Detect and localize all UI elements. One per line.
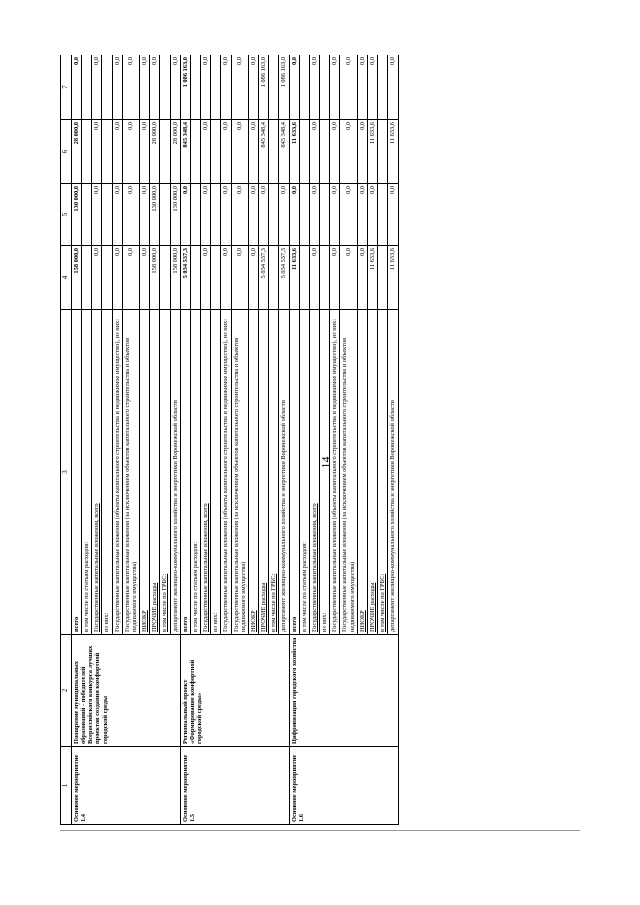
value-cell <box>299 120 309 184</box>
value-cell: 0,0 <box>330 55 340 120</box>
value-cell <box>82 120 92 184</box>
value-cell: 0,0 <box>112 246 122 310</box>
value-cell: 0,0 <box>309 55 319 120</box>
value-cell: 0,0 <box>340 246 357 310</box>
expense-label-cell: Государственные капитальные вложения (объекты капитального строительства и недвижимое имущество), из них: <box>221 310 231 635</box>
value-cell: 0,0 <box>248 55 258 120</box>
value-cell: 0,0 <box>289 55 299 120</box>
value-cell <box>269 120 279 184</box>
value-cell: 0,0 <box>221 246 231 310</box>
value-cell: 0,0 <box>231 55 248 120</box>
value-cell: 1 086 163,0 <box>279 55 289 120</box>
expense-label-cell: департамент жилищно-коммунального хозяйства и энергетики Воронежской области <box>279 310 289 635</box>
value-cell: 0,0 <box>122 246 139 310</box>
value-cell: 0,0 <box>201 120 211 184</box>
measure-number-cell: Основное мероприятие 1.6 <box>289 747 398 825</box>
value-cell: 28 000,0 <box>71 120 81 184</box>
value-cell <box>269 246 279 310</box>
value-cell: 0,0 <box>92 184 102 246</box>
budget-table <box>60 55 399 825</box>
value-cell <box>211 246 221 310</box>
column-header: 7 <box>61 55 72 120</box>
value-cell: 0,0 <box>92 246 102 310</box>
value-cell <box>190 55 200 120</box>
value-cell: 158 000,0 <box>150 246 160 310</box>
value-cell: 0,0 <box>201 246 211 310</box>
value-cell: 11 633,6 <box>289 120 299 184</box>
value-cell: 0,0 <box>170 55 180 120</box>
expense-label-cell: Государственные капитальные вложения (за исключением объектов капитального строительства и объектов недвижимого имущества) <box>231 310 248 635</box>
expense-label-cell: в том числе по статьям расходов: <box>190 310 200 635</box>
value-cell <box>160 55 170 120</box>
value-cell: 0,0 <box>201 55 211 120</box>
expense-label-cell: ПРОЧИЕ расходы <box>150 310 160 635</box>
value-cell: 0,0 <box>221 184 231 246</box>
column-header: 6 <box>61 120 72 184</box>
value-cell: 0,0 <box>340 55 357 120</box>
value-cell: 845 348,4 <box>279 120 289 184</box>
value-cell: 0,0 <box>140 120 150 184</box>
value-cell: 11 633,6 <box>388 246 398 310</box>
value-cell: 11 633,6 <box>367 246 377 310</box>
value-cell: 0,0 <box>112 184 122 246</box>
table-row <box>289 55 299 825</box>
value-cell <box>378 246 388 310</box>
expense-label-cell: в том числе по статьям расходов: <box>299 310 309 635</box>
expense-label-cell: НИОКР <box>140 310 150 635</box>
value-cell: 845 348,4 <box>180 120 190 184</box>
value-cell: 0,0 <box>231 246 248 310</box>
value-cell: 11 633,6 <box>388 120 398 184</box>
expense-label-cell: Государственные капитальные вложения, всего <box>92 310 102 635</box>
value-cell: 158 000,0 <box>71 246 81 310</box>
document-table-region <box>60 55 530 825</box>
value-cell: 0,0 <box>201 184 211 246</box>
column-header: 1 <box>61 747 72 825</box>
value-cell: 0,0 <box>140 246 150 310</box>
value-cell: 0,0 <box>309 246 319 310</box>
column-header: 4 <box>61 246 72 310</box>
value-cell: 130 000,0 <box>170 184 180 246</box>
value-cell: 0,0 <box>340 120 357 184</box>
column-header: 2 <box>61 635 72 747</box>
value-cell <box>190 184 200 246</box>
value-cell: 0,0 <box>330 120 340 184</box>
value-cell: 845 348,4 <box>259 120 269 184</box>
expense-label-cell: Государственные капитальные вложения (за исключением объектов капитального строительства и объектов недвижимого имущества) <box>122 310 139 635</box>
expense-label-cell: всего <box>71 310 81 635</box>
value-cell: 1 086 163,0 <box>180 55 190 120</box>
value-cell: 0,0 <box>150 55 160 120</box>
value-cell <box>269 184 279 246</box>
expense-label-cell: всего <box>289 310 299 635</box>
measure-name-cell: Региональный проект «Формирование комфортной городской среды» <box>180 635 289 747</box>
value-cell: 0,0 <box>180 184 190 246</box>
value-cell: 0,0 <box>231 184 248 246</box>
value-cell: 0,0 <box>221 55 231 120</box>
expense-label-cell: НИОКР <box>248 310 258 635</box>
value-cell: 0,0 <box>309 120 319 184</box>
value-cell: 0,0 <box>367 184 377 246</box>
expense-label-cell: всего <box>180 310 190 635</box>
expense-label-cell: Государственные капитальные вложения (объекты капитального строительства и недвижимое имущество), из них: <box>112 310 122 635</box>
value-cell: 0,0 <box>140 55 150 120</box>
value-cell <box>378 184 388 246</box>
value-cell <box>320 120 330 184</box>
expense-label-cell: Государственные капитальные вложения, всего <box>309 310 319 635</box>
value-cell: 0,0 <box>330 184 340 246</box>
value-cell: 0,0 <box>122 55 139 120</box>
value-cell <box>269 55 279 120</box>
column-header: 5 <box>61 184 72 246</box>
value-cell: 0,0 <box>279 184 289 246</box>
value-cell <box>82 55 92 120</box>
expense-label-cell: ПРОЧИЕ расходы <box>259 310 269 635</box>
value-cell: 0,0 <box>71 55 81 120</box>
table-row <box>180 55 190 825</box>
value-cell <box>211 120 221 184</box>
expense-label-cell: в том числе по ГРБС: <box>378 310 388 635</box>
value-cell: 28 000,0 <box>170 120 180 184</box>
page-number: 14 <box>318 456 333 469</box>
value-cell: 0,0 <box>248 246 258 310</box>
value-cell: 0,0 <box>92 55 102 120</box>
value-cell <box>160 184 170 246</box>
value-cell: 0,0 <box>259 184 269 246</box>
value-cell: 5 034 537,3 <box>180 246 190 310</box>
value-cell: 0,0 <box>357 55 367 120</box>
value-cell: 0,0 <box>388 55 398 120</box>
expense-label-cell: Государственные капитальные вложения, всего <box>201 310 211 635</box>
value-cell: 0,0 <box>357 246 367 310</box>
value-cell: 0,0 <box>140 184 150 246</box>
value-cell <box>211 55 221 120</box>
table-row <box>71 55 81 825</box>
value-cell: 0,0 <box>92 120 102 184</box>
expense-label-cell: департамент жилищно-коммунального хозяйства и энергетики Воронежской области <box>388 310 398 635</box>
value-cell: 0,0 <box>388 184 398 246</box>
expense-label-cell: в том числе по ГРБС: <box>160 310 170 635</box>
value-cell <box>299 184 309 246</box>
value-cell <box>82 184 92 246</box>
value-cell: 0,0 <box>340 184 357 246</box>
value-cell <box>190 246 200 310</box>
measure-number-cell: Основное мероприятие 1.4 <box>71 747 180 825</box>
value-cell: 0,0 <box>112 120 122 184</box>
value-cell: 0,0 <box>231 120 248 184</box>
measure-number-cell: Основное мероприятие 1.5 <box>180 747 289 825</box>
expense-label-cell: ПРОЧИЕ расходы <box>367 310 377 635</box>
value-cell <box>320 55 330 120</box>
measure-name-cell: Цифровизация городского хозяйства <box>289 635 398 747</box>
expense-label-cell: департамент жилищно-коммунального хозяйства и энергетики Воронежской области <box>170 310 180 635</box>
value-cell <box>320 246 330 310</box>
value-cell: 0,0 <box>367 55 377 120</box>
value-cell: 0,0 <box>289 184 299 246</box>
footer-divider <box>60 830 580 831</box>
value-cell <box>160 246 170 310</box>
value-cell <box>378 120 388 184</box>
value-cell: 0,0 <box>248 120 258 184</box>
expense-label-cell: в том числе по ГРБС: <box>269 310 279 635</box>
value-cell <box>102 184 112 246</box>
value-cell: 0,0 <box>112 55 122 120</box>
value-cell: 0,0 <box>309 184 319 246</box>
value-cell: 0,0 <box>221 120 231 184</box>
rotated-page <box>60 55 530 825</box>
value-cell <box>378 55 388 120</box>
value-cell: 0,0 <box>122 184 139 246</box>
value-cell: 11 633,6 <box>289 246 299 310</box>
value-cell: 130 000,0 <box>150 184 160 246</box>
budget-table-body <box>61 55 399 825</box>
value-cell: 0,0 <box>357 120 367 184</box>
value-cell: 5 034 537,3 <box>259 246 269 310</box>
measure-name-cell: Поощрение муниципальных образований - победителей Всероссийского конкурса лучших проектов создания комфортной городской среды <box>71 635 180 747</box>
column-header: 3 <box>61 310 72 635</box>
expense-label-cell: НИОКР <box>357 310 367 635</box>
value-cell <box>211 184 221 246</box>
value-cell <box>82 246 92 310</box>
value-cell: 0,0 <box>357 184 367 246</box>
value-cell: 11 633,6 <box>367 120 377 184</box>
expense-label-cell: из них: <box>102 310 112 635</box>
value-cell <box>102 120 112 184</box>
value-cell: 5 034 537,3 <box>279 246 289 310</box>
expense-label-cell: из них: <box>211 310 221 635</box>
value-cell <box>102 246 112 310</box>
value-cell: 0,0 <box>122 120 139 184</box>
value-cell: 28 000,0 <box>150 120 160 184</box>
value-cell: 130 000,0 <box>71 184 81 246</box>
value-cell: 0,0 <box>248 184 258 246</box>
value-cell <box>190 120 200 184</box>
value-cell: 1 086 163,0 <box>259 55 269 120</box>
value-cell: 0,0 <box>330 246 340 310</box>
value-cell <box>160 120 170 184</box>
expense-label-cell: Государственные капитальные вложения (за исключением объектов капитального строительства и объектов недвижимого имущества) <box>340 310 357 635</box>
value-cell <box>320 184 330 246</box>
expense-label-cell: Государственные капитальные вложения (объекты капитального строительства и недвижимое имущество), из них: <box>330 310 340 635</box>
value-cell <box>299 55 309 120</box>
value-cell: 158 000,0 <box>170 246 180 310</box>
value-cell <box>102 55 112 120</box>
expense-label-cell: из них: <box>320 310 330 635</box>
value-cell <box>299 246 309 310</box>
header-row <box>61 55 72 825</box>
expense-label-cell: в том числе по статьям расходов: <box>82 310 92 635</box>
